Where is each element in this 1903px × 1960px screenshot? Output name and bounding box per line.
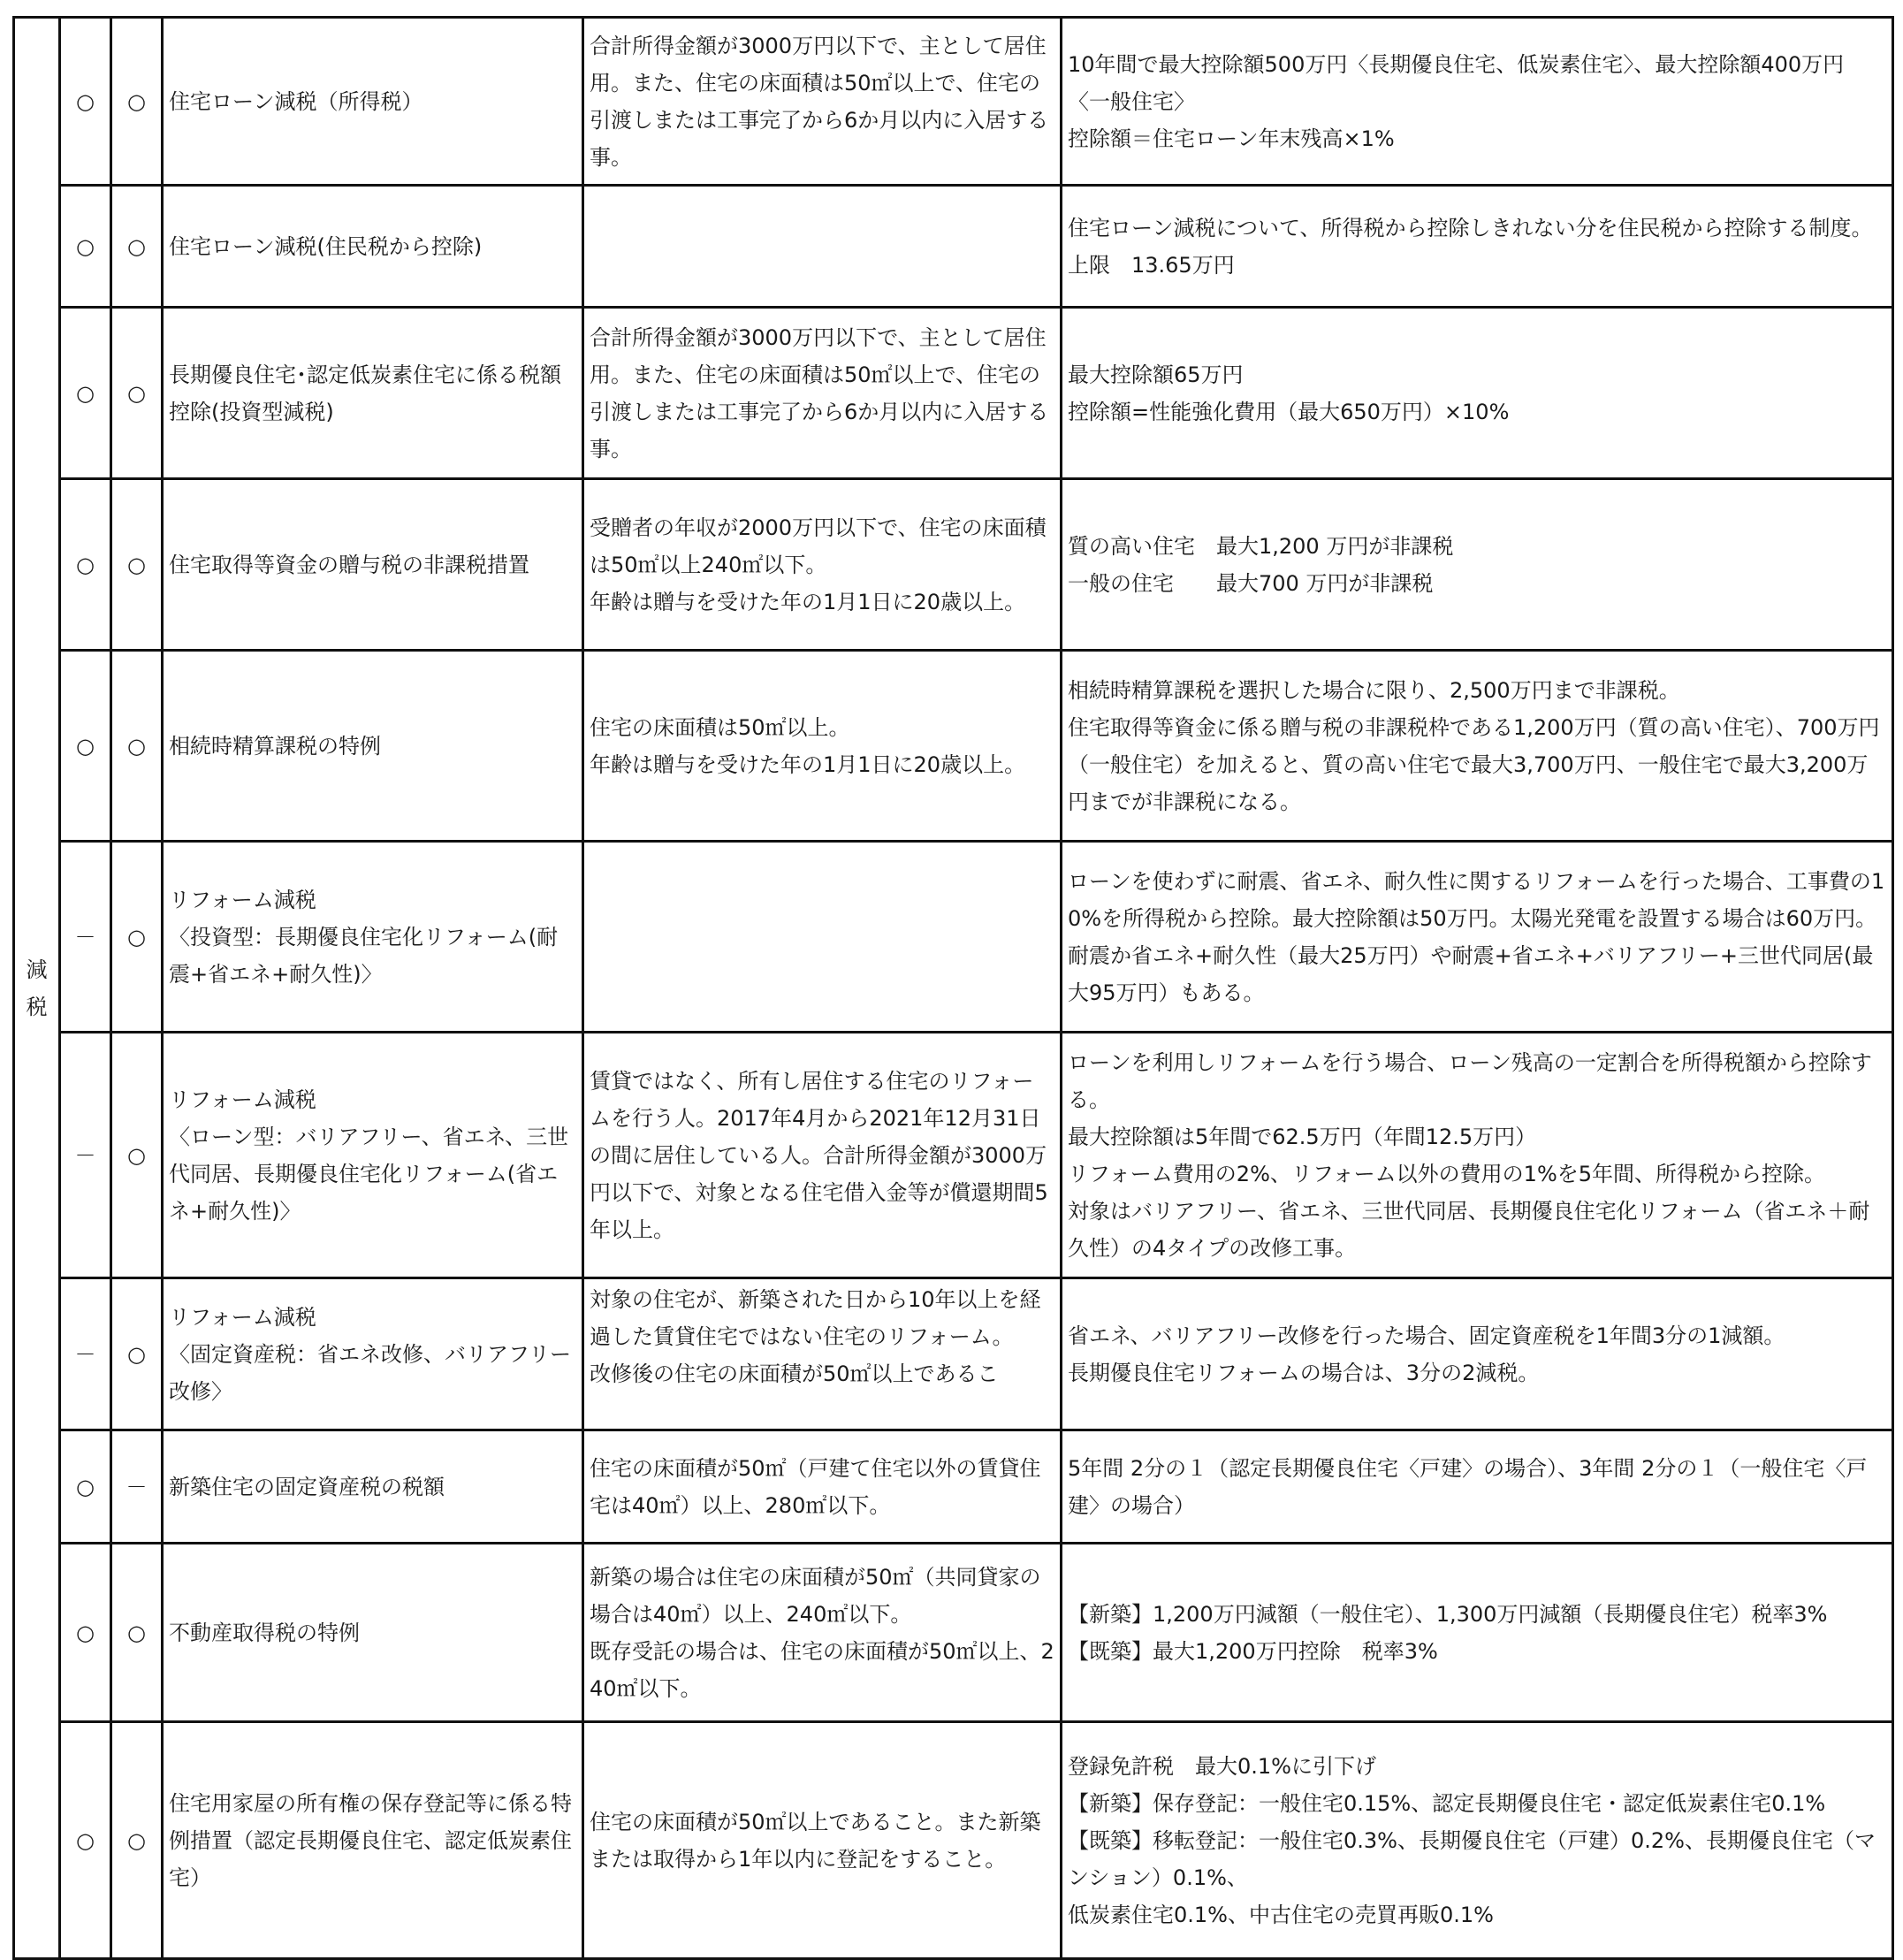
measure-name-line: リフォーム減税 <box>169 887 316 912</box>
applicability-mark-new: ○ <box>60 651 111 842</box>
conditions-line: 年齢は贈与を受けた年の1月1日に20歳以上。 <box>590 589 1026 614</box>
details-line: 控除額=性能強化費用（最大650万円）×10% <box>1068 399 1510 424</box>
measure-name <box>163 308 583 479</box>
details <box>1062 1722 1893 1959</box>
conditions-line: 合計所得金額が3000万円以下で、主として居住用。また、住宅の床面積は50㎡以上で、住宅の引渡しまたは工事完了から6か月以内に入居する事。 <box>590 33 1049 170</box>
details <box>1062 1033 1893 1278</box>
details-line: 10年間で最大控除額500万円〈長期優良住宅、低炭素住宅〉、最大控除額400万円〈一般住宅〉 <box>1068 51 1845 114</box>
conditions-line: 賃貸ではなく、所有し居住する住宅のリフォームを行う人。2017年4月から2021年12月31日の間に居住している人。合計所得金額が3000万円以下で、対象となる住宅借入金等が償還期間5年以上。 <box>590 1068 1048 1242</box>
measure-name-line: 不動産取得税の特例 <box>169 1620 360 1645</box>
measure-name-line: 住宅ローン減税(住民税から控除) <box>169 233 483 259</box>
category-label-top: 減 <box>26 957 48 982</box>
table-row <box>14 308 1893 479</box>
measure-name <box>163 479 583 651</box>
details-line: 省エネ、バリアフリー改修を行った場合、固定資産税を1年間3分の1減額。 <box>1068 1323 1785 1348</box>
details <box>1062 479 1893 651</box>
conditions <box>583 1033 1062 1278</box>
applicability-mark-new: ○ <box>60 186 111 308</box>
details-line: 質の高い住宅 最大1,200 万円が非課税 <box>1068 533 1454 559</box>
tax-reduction-table <box>12 16 1894 1960</box>
applicability-mark-new: ○ <box>60 308 111 479</box>
conditions <box>583 1430 1062 1544</box>
conditions-line: 住宅の床面積は50㎡以上。 <box>590 714 850 740</box>
details <box>1062 308 1893 479</box>
details-line: 控除額＝住宅ローン年末残高×1% <box>1068 126 1395 151</box>
details-line: 住宅取得等資金に係る贈与税の非課税枠である1,200万円（質の高い住宅）、700万円（一般住宅）を加えると、質の高い住宅で最大3,700万円、一般住宅で最大3,200万円までが非課税になる。 <box>1068 714 1880 814</box>
conditions-line: 改修後の住宅の床面積が50㎡以上であるこ <box>590 1361 999 1386</box>
measure-name <box>163 1430 583 1544</box>
measure-name <box>163 651 583 842</box>
conditions <box>583 842 1062 1033</box>
applicability-mark-existing: ○ <box>111 18 163 186</box>
measure-name <box>163 1033 583 1278</box>
conditions-line: 年齢は贈与を受けた年の1月1日に20歳以上。 <box>590 751 1026 777</box>
details-line: 最大控除額65万円 <box>1068 362 1244 387</box>
category-cell <box>14 18 60 1959</box>
details-line: 耐震か省エネ+耐久性（最大25万円）や耐震+省エネ+バリアフリー+三世代同居(最大95万円）もある。 <box>1068 942 1874 1005</box>
conditions-line: 新築の場合は住宅の床面積が50㎡（共同貸家の場合は40㎡）以上、240㎡以下。 <box>590 1564 1041 1627</box>
measure-name <box>163 18 583 186</box>
table-row <box>14 1722 1893 1959</box>
table-row <box>14 1430 1893 1544</box>
measure-name <box>163 1544 583 1722</box>
details-line: 【新築】保存登記：一般住宅0.15%、認定長期優良住宅・認定低炭素住宅0.1% <box>1068 1790 1826 1816</box>
details-line: 長期優良住宅リフォームの場合は、3分の2減税。 <box>1068 1360 1540 1385</box>
measure-name-line: 〈ローン型：バリアフリー、省エネ、三世代同居、長期優良住宅化リフォーム(省エネ+耐久性)〉 <box>169 1124 569 1224</box>
table-row <box>14 1278 1893 1430</box>
details <box>1062 186 1893 308</box>
conditions-clip <box>590 1281 1054 1428</box>
details <box>1062 651 1893 842</box>
measure-name-line: 住宅取得等資金の贈与税の非課税措置 <box>169 552 529 577</box>
applicability-mark-new: ○ <box>60 1544 111 1722</box>
measure-name <box>163 1278 583 1430</box>
table-row <box>14 18 1893 186</box>
details-line: ローンを使わずに耐震、省エネ、耐久性に関するリフォームを行った場合、工事費の10%を所得税から控除。最大控除額は50万円。太陽光発電を設置する場合は60万円。 <box>1068 868 1885 931</box>
details <box>1062 1278 1893 1430</box>
applicability-mark-new: ○ <box>60 479 111 651</box>
details-line: 一般の住宅 最大700 万円が非課税 <box>1068 570 1434 596</box>
applicability-mark-new: ○ <box>60 1430 111 1544</box>
details-line: 住宅ローン減税について、所得税から控除しきれない分を住民税から控除する制度。 <box>1068 215 1873 240</box>
measure-name-line: 〈投資型：長期優良住宅化リフォーム(耐震+省エネ+耐久性)〉 <box>169 924 559 987</box>
table-row <box>14 842 1893 1033</box>
conditions <box>583 308 1062 479</box>
applicability-mark-existing: ○ <box>111 651 163 842</box>
measure-name-line: 住宅用家屋の所有権の保存登記等に係る特例措置（認定長期優良住宅、認定低炭素住宅） <box>169 1790 572 1890</box>
conditions <box>583 18 1062 186</box>
details-line: 【既築】最大1,200万円控除 税率3% <box>1068 1638 1438 1664</box>
applicability-mark-existing: ○ <box>111 1544 163 1722</box>
applicability-mark-existing: ○ <box>111 1033 163 1278</box>
details-line: 低炭素住宅0.1%、中古住宅の売買再販0.1% <box>1068 1902 1494 1927</box>
details-line: 【新築】1,200万円減額（一般住宅）、1,300万円減額（長期優良住宅）税率3% <box>1068 1601 1828 1627</box>
measure-name-line: リフォーム減税 <box>169 1304 316 1330</box>
details-line: 5年間 2分の１（認定長期優良住宅〈戸建〉の場合）、3年間 2分の１（一般住宅〈戸建〉の場合） <box>1068 1455 1868 1518</box>
conditions-line: 住宅の床面積が50㎡（戸建て住宅以外の賃貸住宅は40㎡）以上、280㎡以下。 <box>590 1455 1041 1518</box>
details <box>1062 842 1893 1033</box>
table-row <box>14 479 1893 651</box>
conditions <box>583 651 1062 842</box>
applicability-mark-existing: ○ <box>111 1278 163 1430</box>
measure-name-line: リフォーム減税 <box>169 1087 316 1112</box>
category-label-bottom: 税 <box>26 994 48 1019</box>
details-line: 相続時精算課税を選択した場合に限り、2,500万円まで非課税。 <box>1068 677 1680 703</box>
applicability-mark-existing: ○ <box>111 842 163 1033</box>
measure-name-line: 長期優良住宅･認定低炭素住宅に係る税額控除(投資型減税) <box>169 362 561 424</box>
table-body <box>14 18 1893 1959</box>
applicability-mark-existing: － <box>111 1430 163 1544</box>
applicability-mark-existing: ○ <box>111 308 163 479</box>
applicability-mark-new: － <box>60 1033 111 1278</box>
measure-name <box>163 1722 583 1959</box>
applicability-mark-existing: ○ <box>111 186 163 308</box>
applicability-mark-new: ○ <box>60 1722 111 1959</box>
table-row <box>14 651 1893 842</box>
measure-name <box>163 842 583 1033</box>
conditions-line: 住宅の床面積が50㎡以上であること。また新築または取得から1年以内に登記をすること。 <box>590 1809 1041 1872</box>
details-line: 上限 13.65万円 <box>1068 252 1235 278</box>
conditions <box>583 1722 1062 1959</box>
conditions <box>583 479 1062 651</box>
conditions-line: 合計所得金額が3000万円以下で、主として居住用。また、住宅の床面積は50㎡以上で、住宅の引渡しまたは工事完了から6か月以内に入居する事。 <box>590 324 1049 461</box>
details-line: 【既築】移転登記：一般住宅0.3%、長期優良住宅（戸建）0.2%、長期優良住宅（マンション）0.1%、 <box>1068 1827 1876 1890</box>
applicability-mark-new: － <box>60 1278 111 1430</box>
measure-name-line: 相続時精算課税の特例 <box>169 733 381 759</box>
table-row <box>14 1033 1893 1278</box>
table-row <box>14 186 1893 308</box>
conditions <box>583 1544 1062 1722</box>
conditions-line: 対象の住宅が、新築された日から10年以上を経過した賃貸住宅ではない住宅のリフォーム。 <box>590 1286 1041 1349</box>
details-line: 対象はバリアフリー、省エネ、三世代同居、長期優良住宅化リフォーム（省エネ＋耐久性）の4タイプの改修工事。 <box>1068 1198 1870 1261</box>
applicability-mark-new: － <box>60 842 111 1033</box>
conditions-line: 既存受託の場合は、住宅の床面積が50㎡以上、240㎡以下。 <box>590 1638 1054 1701</box>
details-line: リフォーム費用の2%、リフォーム以外の費用の1%を5年間、所得税から控除。 <box>1068 1161 1826 1186</box>
conditions-line: 受贈者の年収が2000万円以下で、住宅の床面積は50㎡以上240㎡以下。 <box>590 515 1047 577</box>
conditions <box>583 1278 1062 1430</box>
measure-name-line: 新築住宅の固定資産税の税額 <box>169 1474 445 1499</box>
applicability-mark-existing: ○ <box>111 479 163 651</box>
details-line: 最大控除額は5年間で62.5万円（年間12.5万円） <box>1068 1124 1537 1149</box>
applicability-mark-existing: ○ <box>111 1722 163 1959</box>
measure-name-line: 住宅ローン減税（所得税） <box>169 88 423 114</box>
measure-name <box>163 186 583 308</box>
applicability-mark-new: ○ <box>60 18 111 186</box>
details <box>1062 1544 1893 1722</box>
details-line: ローンを利用しリフォームを行う場合、ローン残高の一定割合を所得税額から控除する。 <box>1068 1049 1872 1112</box>
measure-name-line: 〈固定資産税：省エネ改修、バリアフリー改修〉 <box>169 1341 572 1404</box>
details <box>1062 18 1893 186</box>
details <box>1062 1430 1893 1544</box>
details-line: 登録免許税 最大0.1%に引下げ <box>1068 1753 1376 1779</box>
table-row <box>14 1544 1893 1722</box>
conditions <box>583 186 1062 308</box>
